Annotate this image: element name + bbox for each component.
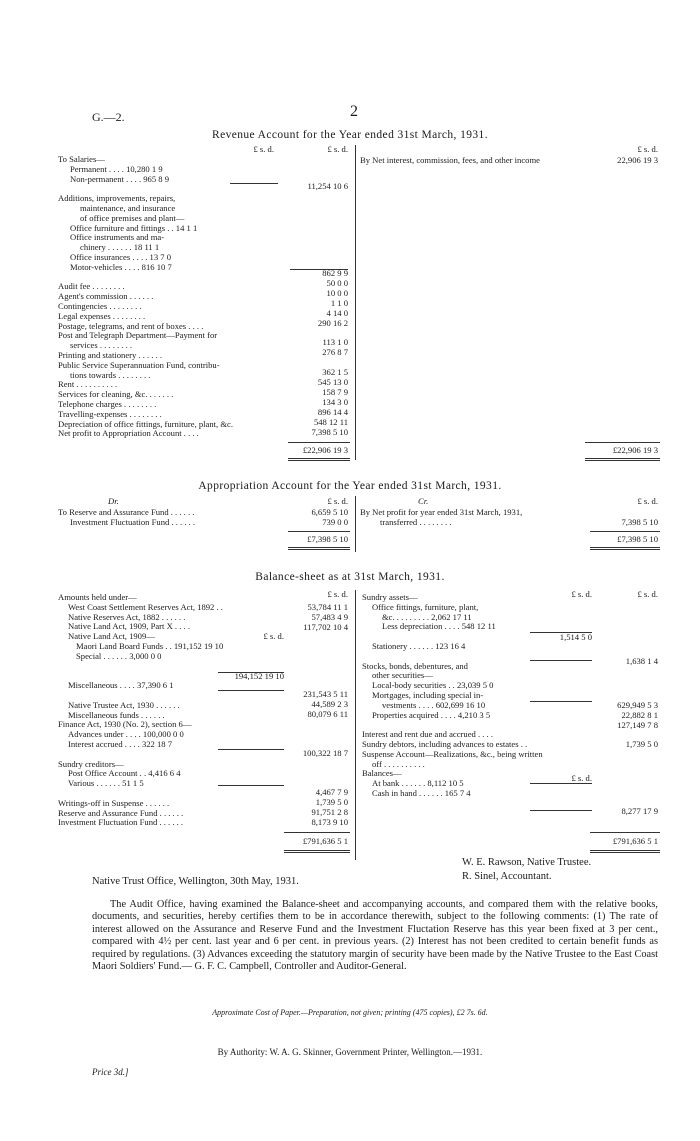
revenue-amount: 50 0 0: [326, 278, 348, 288]
subtotal-rule: [230, 183, 278, 184]
subtotal-rule: [530, 660, 592, 661]
revenue-amount: 10 0 0: [326, 288, 348, 298]
balance-r1-head: £ s. d.: [571, 589, 592, 599]
balance-liability-amount: 44,589 2 3: [311, 699, 348, 709]
total-rule: [590, 531, 660, 532]
balance-liability-amount: 8,173 9 10: [311, 817, 348, 827]
revenue-amount: 158 7 9: [322, 387, 348, 397]
subtotal-rule: [530, 701, 592, 702]
appropriation-title: Appropriation Account for the Year ended 31st March, 1931.: [198, 480, 502, 492]
revenue-amount: 11,254 10 6: [307, 181, 348, 191]
balance-asset-subtotal: 1,514 5 0: [559, 632, 592, 642]
revenue-right-col-head: £ s. d.: [637, 144, 658, 154]
balance-asset-amount: 1,739 5 0: [625, 739, 658, 749]
revenue-amount: 362 1 5: [322, 367, 348, 377]
revenue-amount: 1 1 0: [330, 298, 348, 308]
balance-asset-amount: 629,949 5 3: [617, 700, 658, 710]
price-note: Price 3d.]: [92, 1067, 129, 1077]
revenue-amount: 276 8 7: [322, 347, 348, 357]
cost-note: Approximate Cost of Paper.—Preparation, not given; printing (475 copies), £2 7s. 6d.: [212, 1008, 488, 1017]
document-reference: G.—2.: [92, 110, 125, 124]
total-rule: [288, 442, 350, 443]
appropriation-debit-line: Investment Fluctuation Fund . . . . . .: [70, 517, 196, 527]
total-rule: [288, 531, 350, 532]
balance-liability-amount: 80,079 6 11: [307, 709, 348, 719]
balance-asset-amount: 22,882 8 1: [621, 710, 658, 720]
revenue-amount: 113 1 0: [322, 337, 348, 347]
revenue-amount: 548 12 11: [313, 417, 348, 427]
revenue-amount: 862 9 9: [322, 268, 348, 278]
appropriation-divider: [355, 496, 356, 552]
balance-liability-amount: 4,467 7 9: [315, 787, 348, 797]
revenue-debit-total: £22,906 19 3: [302, 445, 348, 455]
appropriation-left-head: £ s. d.: [327, 496, 348, 506]
balance-right-subhead: £ s. d.: [571, 773, 592, 783]
total-rule: [284, 832, 350, 833]
appropriation-debit-total: £7,398 5 10: [307, 534, 348, 544]
signature-trustee: W. E. Rawson, Native Trustee.: [462, 857, 592, 868]
balance-liability-amount: 1,739 5 0: [315, 797, 348, 807]
revenue-debit-lines: To Salaries— Permanent . . . . 10,280 1 9 Non-permanent . . . . 965 8 9 Additions, improvements, repairs, maintenance, and insurance of office premises and plant— Office furniture and fittings . . 14 1 1 Office instruments and ma- chinery . . . . . . 18 11 1 Office insurances . . . . 13 7 0 Motor-vehicles . . . . 816 10 7 Audit fee . . . . . . . . Agent's commission . . . . . . Contingencies . . . . . . . . Legal expenses . . . . . . . . Postage, telegrams, and rent of boxes . . . . Post and Telegraph Department—Payment for services . . . . . . . . Printing and stationery . . . . . . Public Service Superannuation Fund, contribu- tions towards . . . . . . . . Rent . . . . . . . . . . Services for cleaning, &c. . . . . . . Telephone charges . . . . . . . . Travelling-expenses . . . . . . . . Depreciation of office fittings, furniture, plant, &c. Net profit to Appropriation Account . . . .: [58, 154, 234, 439]
appropriation-credit-line: By Net profit for year ended 31st March, 1931,: [360, 507, 523, 517]
subtotal-rule: [218, 749, 284, 750]
subtotal-rule: [530, 810, 592, 811]
double-rule: [590, 850, 660, 853]
balance-asset-amount: 8,277 17 9: [621, 806, 658, 816]
balance-liabilities-lines: Amounts held under— West Coast Settlement Reserves Act, 1892 . . Native Reserves Act, 1882 . . . . . . Native Land Act, 1909, Part X . . . . Native Land Act, 1909— Maori Land Board Funds . . 191,152 19 10 Special . . . . . . 3,000 0 0 Miscellaneous . . . . 37,390 6 1 Native Trustee Act, 1930 . . . . . . Miscellaneous funds . . . . . . Finance Act, 1930 (No. 2), section 6— Advances under . . . . 100,000 0 0 Interest accrued . . . . 322 18 7 Sundry creditors— Post Office Account . . 4,416 6 4 Various . . . . . . 51 1 5 Writings-off in Suspense . . . . . . Reserve and Assurance Fund . . . . . . Investment Fluctuation Fund . . . . . .: [58, 592, 224, 828]
balance-mid-head: £ s. d.: [327, 589, 348, 599]
balance-asset-amount: 1,638 1 4: [625, 656, 658, 666]
appropriation-amount: 739 0 0: [322, 517, 348, 527]
double-rule: [284, 850, 350, 853]
revenue-divider: [355, 145, 356, 460]
appropriation-debit-line: To Reserve and Assurance Fund . . . . . .: [58, 507, 195, 517]
appropriation-right-head: £ s. d.: [637, 496, 658, 506]
balance-liability-amount: 100,322 18 7: [302, 748, 348, 758]
balance-assets-total: £791,636 5 1: [612, 836, 658, 846]
balance-subtotal: 194,152 19 10: [234, 671, 284, 681]
balance-subhead: £ s. d.: [263, 631, 284, 641]
double-rule: [288, 547, 350, 550]
balance-liability-amount: 231,543 5 11: [303, 689, 348, 699]
subtotal-rule: [218, 785, 284, 786]
balance-sheet-title: Balance-sheet as at 31st March, 1931.: [255, 571, 445, 583]
revenue-amount: 7,398 5 10: [311, 427, 348, 437]
revenue-amount: 896 14 4: [317, 407, 348, 417]
balance-liability-amount: 117,702 10 4: [303, 622, 348, 632]
subtotal-rule: [218, 690, 284, 691]
revenue-mid-col-head: £ s. d.: [327, 144, 348, 154]
audit-certificate: The Audit Office, having examined the Balance-sheet and accompanying accounts, and compared them with the relative books, documents, and securities, hereby certifies them to be in accordance therewith, subject to the following comments: (1) The rate of interest allowed on the Assurance and Reserve Fund and the Investment Fluctation Reserve has this year been fixed at 3 per cent., compared with 4½ per cent. last year and 6 per cent. in previous years. (2) Interest has not been credited to certain benefit funds as required by regulations. (3) Advances exceeding the statutory margin of security have been made by the Native Trustee to the East Coast Maori Soldiers' Fund.— G. F. C. Campbell, Controller and Auditor-General.: [92, 899, 658, 973]
revenue-amount: 134 3 0: [322, 397, 348, 407]
authority-line: By Authority: W. A. G. Skinner, Government Printer, Wellington.—1931.: [217, 1047, 483, 1057]
double-rule: [585, 458, 660, 461]
appropriation-dr: Dr.: [108, 496, 119, 506]
revenue-credit-line: By Net interest, commission, fees, and other income: [360, 155, 540, 165]
revenue-amount: 290 16 2: [317, 318, 348, 328]
total-rule: [590, 832, 660, 833]
revenue-credit-amount: 22,906 19 3: [617, 155, 658, 165]
double-rule: [288, 458, 350, 461]
balance-liability-amount: 53,784 11 1: [307, 602, 348, 612]
signature-accountant: R. Sinel, Accountant.: [462, 871, 552, 882]
page-number: 2: [350, 103, 358, 120]
appropriation-credit-total: £7,398 5 10: [617, 534, 658, 544]
revenue-account-title: Revenue Account for the Year ended 31st March, 1931.: [212, 129, 488, 141]
revenue-amount: 4 14 0: [326, 308, 348, 318]
place-and-date: Native Trust Office, Wellington, 30th May, 1931.: [92, 876, 299, 887]
appropriation-credit-amount: 7,398 5 10: [621, 517, 658, 527]
balance-assets-lines: Sundry assets— Office fittings, furniture, plant, &c. . . . . . . . . 2,062 17 11 Less depreciation . . . . 548 12 11 Stationery . . . . . . 123 16 4 Stocks, bonds, debentures, and other securities— Local-body securities . . 23,039 5 0 Mortgages, including special in- vestments . . . . 602,699 16 10 Properties acquired . . . . 4,210 3 5 Interest and rent due and accrued . . . . Sundry debtors, including advances to estates . . Suspense Account—Realizations, &c., being written off . . . . . . . . . . Balances— At bank . . . . . . 8,112 10 5 Cash in hand . . . . . . 165 7 4: [362, 592, 543, 798]
total-rule: [585, 442, 660, 443]
balance-asset-amount: 127,149 7 8: [617, 720, 658, 730]
appropriation-cr: Cr.: [418, 496, 429, 506]
balance-liability-amount: 91,751 2 8: [311, 807, 348, 817]
revenue-amount: 545 13 0: [317, 377, 348, 387]
balance-liabilities-total: £791,636 5 1: [302, 836, 348, 846]
double-rule: [590, 547, 660, 550]
balance-divider: [355, 590, 356, 860]
balance-liability-amount: 57,483 4 9: [311, 612, 348, 622]
appropriation-credit-line: transferred . . . . . . . .: [380, 517, 452, 527]
revenue-left-col-head: £ s. d.: [253, 144, 274, 154]
balance-r2-head: £ s. d.: [637, 589, 658, 599]
revenue-credit-total: £22,906 19 3: [612, 445, 658, 455]
appropriation-amount: 6,659 5 10: [311, 507, 348, 517]
